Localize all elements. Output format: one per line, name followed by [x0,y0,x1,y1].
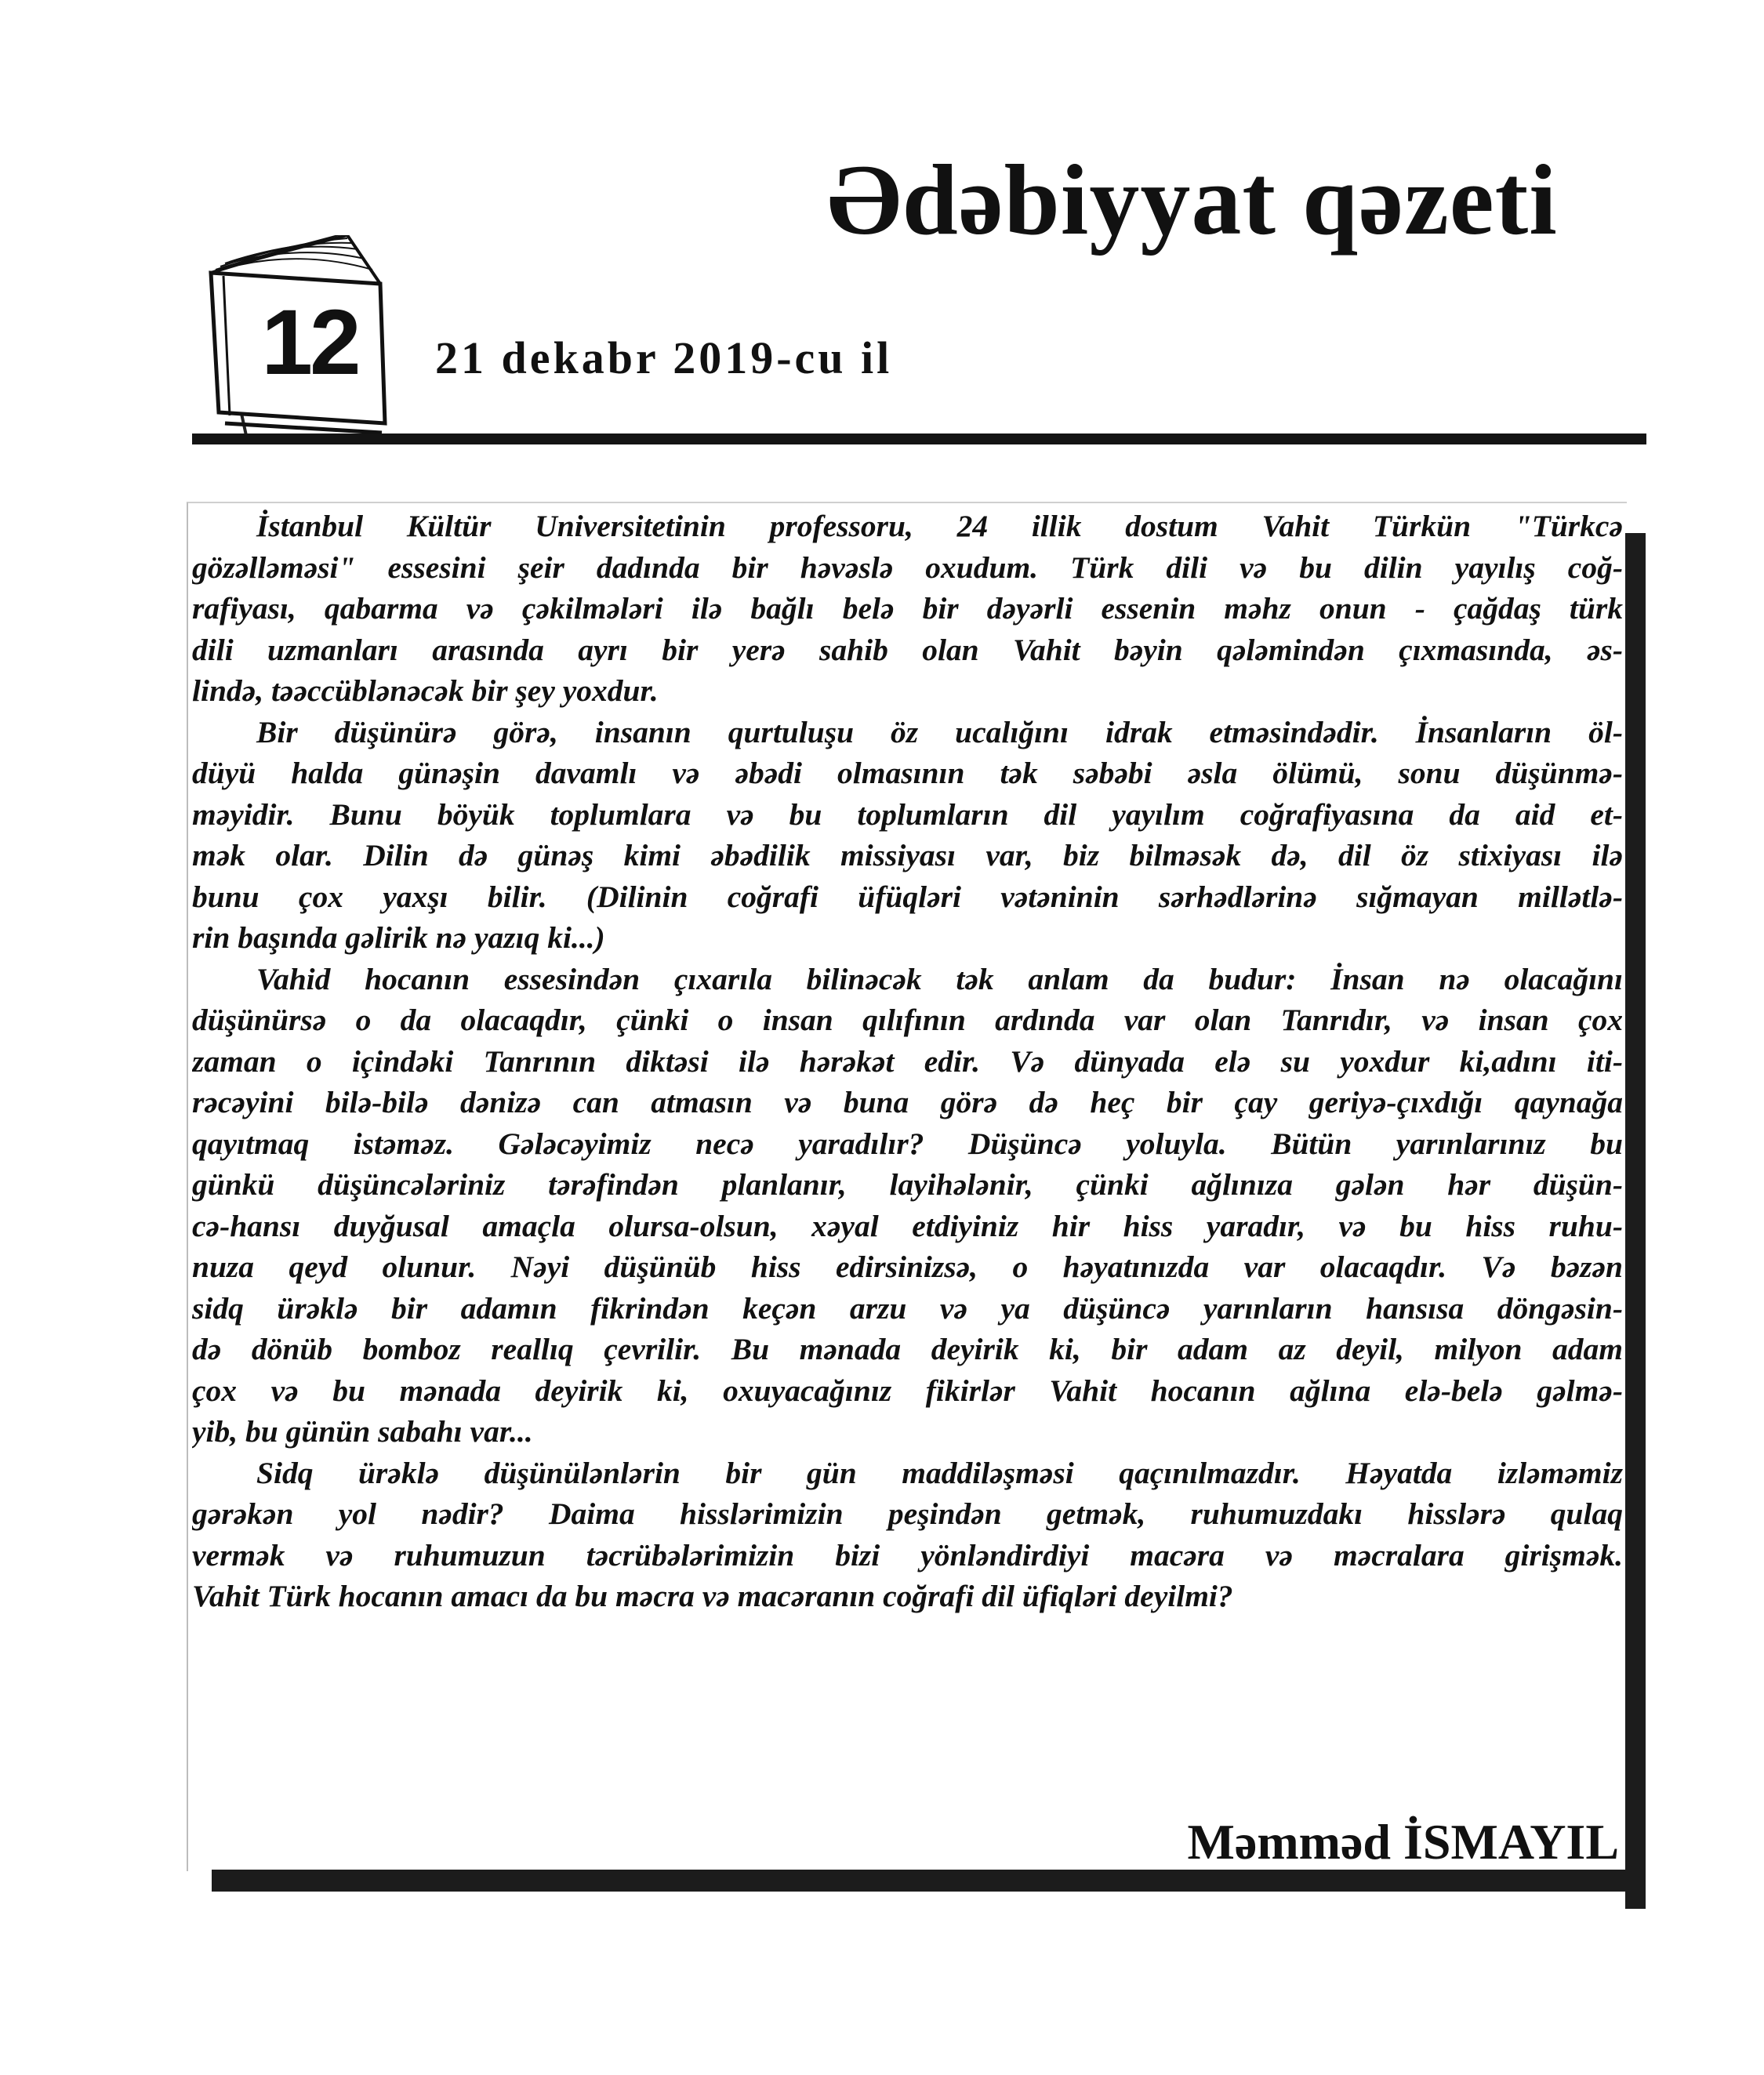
article-body [192,506,1623,1823]
frame-shadow-bottom [212,1870,1646,1892]
author-signature: Məmməd İSMAYIL [1187,1814,1619,1870]
article-line: rəcəyini bilə-bilə dənizə can atmasın və buna görə də heç bir çay geriyə-çıxdığı qaynağa [192,1085,1623,1119]
article-line: yib, bu günün sabahı var... [192,1414,533,1449]
issue-number: 12 [261,291,358,394]
article-line: cə-hansı duyğusal amaçla olursa-olsun, xəyal etdiyiniz hir hiss yaradır, və bu hiss ruhu- [192,1208,1623,1243]
article-line: gərəkən yol nədir? Daima hisslərimizin peşindən getmək, ruhumuzdakı hisslərə qulaq [192,1496,1623,1531]
article-line: İstanbul Kültür Universitetinin professoru, 24 illik dostum Vahit Türkün "Türkcə [256,509,1623,543]
article-line: məyidir. Bunu böyük toplumlara və bu toplumların dil yayılım coğrafiyasına da aid et- [192,796,1623,832]
frame-shadow-right [1625,533,1646,1909]
article-line: sidq ürəklə bir adamın fikrindən keçən arzu və ya düşüncə yarınların hansısa döngəsin- [192,1290,1623,1326]
article-line: rafiyası, qabarma və çəkilmələri ilə bağlı belə bir dəyərli essenin məhz onun - çağdaş türk [192,591,1623,626]
article-line: də dönüb bomboz reallıq çevrilir. Bu mənada deyirik ki, bir adam az deyil, milyon adam [192,1332,1623,1366]
article-line: nuza qeyd olunur. Nəyi düşünüb hiss edirsinizsə, o həyatınızda var olacaqdır. Və bəzən [192,1250,1623,1284]
article-line: zaman o içindəki Tanrının diktəsi ilə hərəkət edir. Və dünyada elə su yoxdur ki,adını iti- [192,1043,1623,1079]
article-line: mək olar. Dilin də günəş kimi əbədilik missiyası var, biz bilməsək də, dil öz stixiyası ilə [192,838,1623,872]
article-line: gözəlləməsi" essesini şeir dadında bir həvəslə oxudum. Türk dili və bu dilin yayılış coğ- [192,550,1623,585]
article-line: bunu çox yaxşı bilir. (Dilinin coğrafi üfüqləri vətəninin sərhədlərinə sığmayan millətlə- [192,879,1623,914]
newspaper-title: Ədəbiyyat qəzeti [827,144,1558,256]
article-line: düyü halda günəşin davamlı və əbədi olmasının tək səbəbi əsla ölümü, sonu düşünmə- [192,756,1623,790]
article-line: Bir düşünürə görə, insanın qurtuluşu öz ucalığını idrak etməsindədir. İnsanların öl- [256,714,1623,749]
article-line: çox və bu mənada deyirik ki, oxuyacağınız fikirlər Vahit hocanın ağlına elə-belə gəlmə- [192,1373,1623,1408]
article-line: Sidq ürəklə düşünülənlərin bir gün maddiləşməsi qaçınılmazdır. Həyatda izləməmiz [256,1455,1623,1490]
header-divider [192,434,1646,444]
article-line: Vahid hocanın essesindən çıxarıla bilinəcək tək anlam da budur: İnsan nə olacağını [256,961,1623,996]
article-line: rin başında gəlirik nə yazıq ki...) [192,920,605,955]
article-line: dili uzmanları arasında ayrı bir yerə sahib olan Vahit bəyin qələmindən çıxmasında, əs- [192,632,1623,667]
article-line: vermək və ruhumuzun təcrübələrimizin bizi yönləndirdiyi macəra və məcralara girişmək. [192,1537,1623,1573]
article-line: günkü düşüncələriniz tərəfindən planlanır, layihələnir, çünki ağlınıza gələn hər düşün- [192,1167,1623,1202]
article-line: lində, təəccüblənəcək bir şey yoxdur. [192,673,659,708]
issue-date: 21 dekabr 2019-cu il [435,332,893,383]
article-line: düşünürsə o da olacaqdır, çünki o insan qılıfının ardında var olan Tanrıdır, və insan çox [192,1003,1623,1037]
open-book-icon [208,235,396,435]
article-line: qayıtmaq istəməz. Gələcəyimiz necə yaradılır? Düşüncə yoluyla. Bütün yarınlarınız bu [192,1126,1623,1161]
article-line: Vahit Türk hocanın amacı da bu məcra və macəranın coğrafi dil üfiqləri deyilmi? [192,1579,1233,1613]
